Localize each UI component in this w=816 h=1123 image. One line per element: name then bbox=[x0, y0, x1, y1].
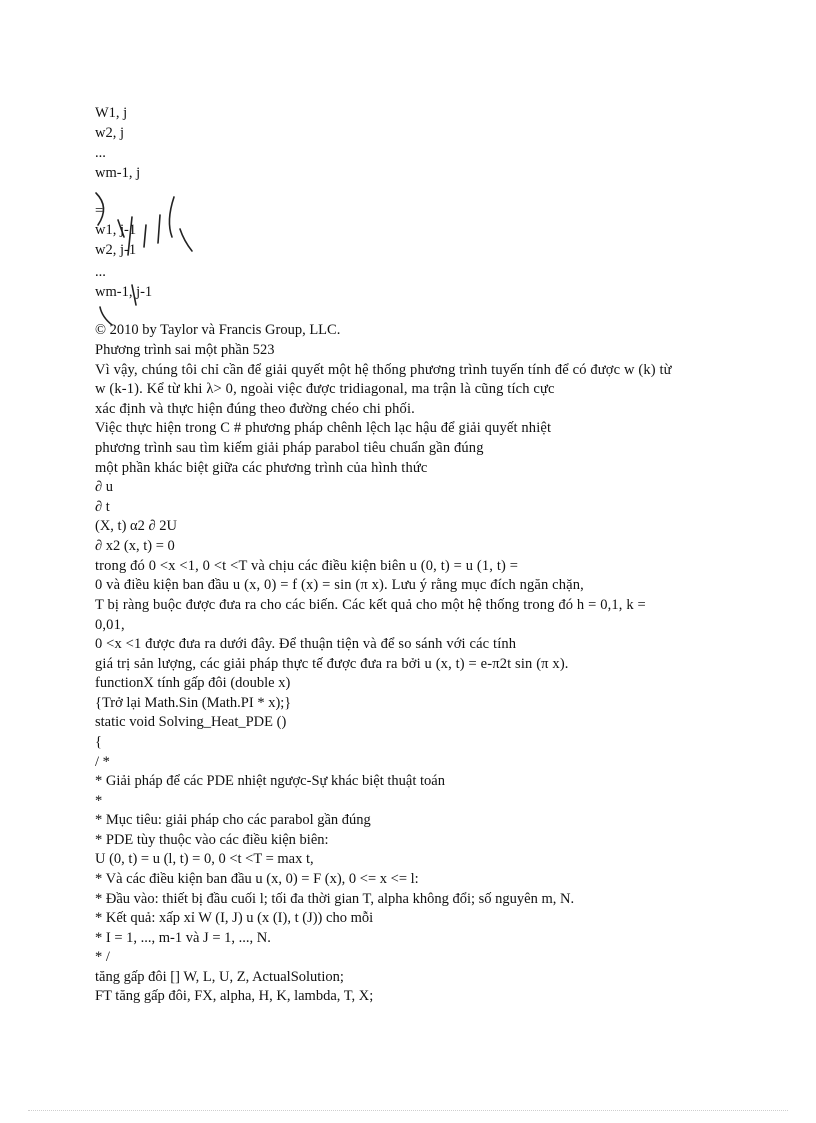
matrix-left-entry: wm-1, j bbox=[95, 165, 141, 181]
body-line: phương trình sau tìm kiếm giải pháp parabol tiêu chuẩn gần đúng bbox=[95, 440, 484, 456]
conditions-line: trong đó 0 <x <1, 0 <t <T và chịu các điều kiện biên u (0, t) = u (1, t) = bbox=[95, 558, 519, 574]
matrix-left-entry: ... bbox=[95, 145, 106, 161]
matrix-left-entry: w2, j bbox=[95, 125, 124, 141]
copyright-line: © 2010 by Taylor và Francis Group, LLC. bbox=[95, 322, 341, 338]
matrix-left-entry: W1, j bbox=[95, 105, 128, 121]
equals-sign: = bbox=[95, 203, 104, 219]
code-line: * Và các điều kiện ban đầu u (x, 0) = F (x), 0 <= x <= l: bbox=[95, 871, 419, 887]
body-line: một phần khác biệt giữa các phương trình của hình thức bbox=[95, 460, 428, 476]
conditions-line: giá trị sản lượng, các giải pháp thực tế được đưa ra bởi u (x, t) = e-π2t sin (π x). bbox=[95, 656, 569, 672]
conditions-line: 0,01, bbox=[95, 617, 125, 633]
code-line: * Mục tiêu: giải pháp cho các parabol gần đúng bbox=[95, 812, 371, 828]
equation-line: (X, t) α2 ∂ 2U bbox=[95, 518, 178, 534]
body-line: w (k-1). Kể từ khi λ> 0, ngoài việc được tridiagonal, ma trận là cũng tích cực bbox=[95, 381, 555, 397]
code-line: / * bbox=[95, 754, 110, 770]
equation-line: ∂ t bbox=[95, 499, 110, 515]
code-line: * bbox=[95, 793, 103, 809]
code-line: * / bbox=[95, 949, 110, 965]
matrix-bracket-strokes bbox=[88, 185, 208, 335]
running-header: Phương trình sai một phần 523 bbox=[95, 342, 275, 358]
code-line: tăng gấp đôi [] W, L, U, Z, ActualSolution; bbox=[95, 969, 344, 985]
body-line: xác định và thực hiện đúng theo đường chéo chi phối. bbox=[95, 401, 415, 417]
matrix-right-entry: w2, j-1 bbox=[95, 242, 137, 258]
matrix-right-entry: w1, j-1 bbox=[95, 222, 137, 238]
code-line: static void Solving_Heat_PDE () bbox=[95, 714, 287, 730]
body-line: Việc thực hiện trong C # phương pháp chênh lệch lạc hậu để giải quyết nhiệt bbox=[95, 420, 552, 436]
body-line: Vì vậy, chúng tôi chỉ cần để giải quyết một hệ thống phương trình tuyến tính để có được w (k) từ bbox=[95, 362, 672, 378]
conditions-line: T bị ràng buộc được đưa ra cho các biến. Các kết quả cho một hệ thống trong đó h = 0,1, k = bbox=[95, 597, 646, 613]
code-line: * Kết quả: xấp xỉ W (I, J) u (x (I), t (J)) cho mỗi bbox=[95, 910, 374, 926]
code-line: {Trở lại Math.Sin (Math.PI * x);} bbox=[95, 695, 292, 711]
equation-line: ∂ u bbox=[95, 479, 114, 495]
code-line: functionX tính gấp đôi (double x) bbox=[95, 675, 291, 691]
equation-line: ∂ x2 (x, t) = 0 bbox=[95, 538, 175, 554]
code-line: FT tăng gấp đôi, FX, alpha, H, K, lambda, T, X; bbox=[95, 988, 374, 1004]
code-line: * I = 1, ..., m-1 và J = 1, ..., N. bbox=[95, 930, 271, 946]
code-line: * Đầu vào: thiết bị đầu cuối l; tối đa thời gian T, alpha không đổi; số nguyên m, N. bbox=[95, 891, 575, 907]
code-line: U (0, t) = u (l, t) = 0, 0 <t <T = max t, bbox=[95, 851, 314, 867]
conditions-line: 0 và điều kiện ban đầu u (x, 0) = f (x) = sin (π x). Lưu ý rằng mục đích ngăn chặn, bbox=[95, 577, 584, 593]
page-bottom-divider bbox=[28, 1110, 788, 1111]
matrix-right-entry: ... bbox=[95, 264, 106, 280]
code-line: * PDE tùy thuộc vào các điều kiện biên: bbox=[95, 832, 329, 848]
code-line: { bbox=[95, 734, 102, 750]
code-line: * Giải pháp để các PDE nhiệt ngược-Sự khác biệt thuật toán bbox=[95, 773, 445, 789]
conditions-line: 0 <x <1 được đưa ra dưới đây. Để thuận tiện và để so sánh với các tính bbox=[95, 636, 517, 652]
matrix-right-entry: wm-1, j-1 bbox=[95, 284, 153, 300]
